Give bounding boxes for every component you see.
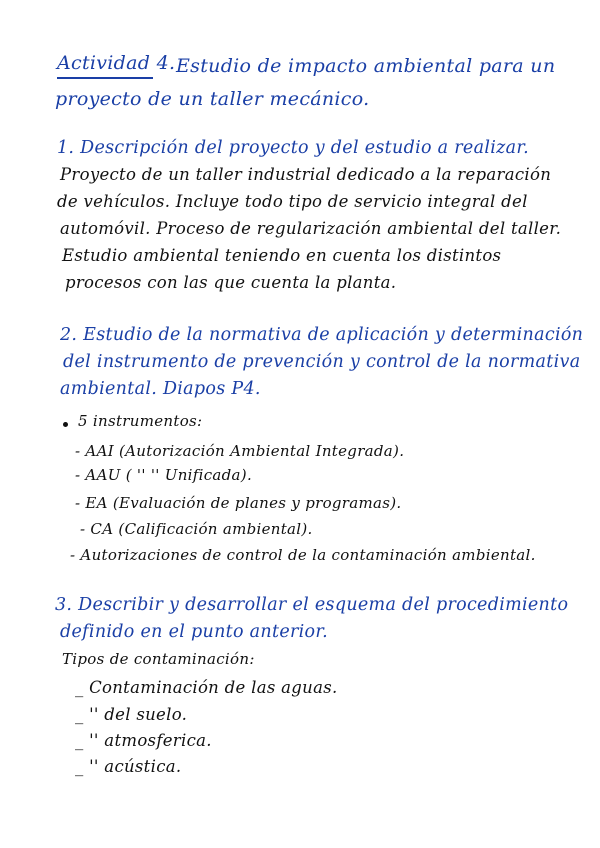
- instrument-item-5: - Autorizaciones de control de la contaminación ambiental.: [70, 546, 536, 564]
- instrument-item-3: - EA (Evaluación de planes y programas).: [75, 494, 402, 512]
- section1-line-3: automóvil. Proceso de regularización ambiental del taller.: [60, 219, 562, 238]
- pollution-item-3: _ '' atmosferica.: [75, 731, 212, 750]
- activity-label: Actividad 4.: [57, 52, 176, 74]
- section1-line-4: Estudio ambiental teniendo en cuenta los distintos: [62, 246, 502, 265]
- bullet-dot-icon: [63, 422, 68, 427]
- section1-heading: 1. Descripción del proyecto y del estudio a realizar.: [57, 138, 529, 158]
- instruments-bullet: 5 instrumentos:: [78, 412, 203, 430]
- section3-heading-line-1: 3. Describir y desarrollar el esquema del procedimiento: [55, 595, 569, 615]
- section3-heading-line-2: definido en el punto anterior.: [60, 622, 328, 642]
- activity-label-underline: [57, 77, 153, 79]
- title-line-1: Estudio de impacto ambiental para un: [176, 55, 556, 77]
- section2-heading-line-3: ambiental. Diapos P4.: [60, 379, 261, 399]
- section1-line-1: Proyecto de un taller industrial dedicado a la reparación: [60, 165, 552, 184]
- instrument-item-1: - AAI (Autorización Ambiental Integrada).: [75, 442, 405, 460]
- section1-line-5: procesos con las que cuenta la planta.: [65, 273, 397, 292]
- title-line-2: proyecto de un taller mecánico.: [55, 88, 370, 110]
- section1-line-2: de vehículos. Incluye todo tipo de servicio integral del: [57, 192, 528, 211]
- instrument-item-2: - AAU ( '' '' Unificada).: [75, 466, 253, 484]
- instrument-item-4: - CA (Calificación ambiental).: [80, 520, 313, 538]
- pollution-item-4: _ '' acústica.: [75, 757, 182, 776]
- pollution-types-subtitle: Tipos de contaminación:: [62, 650, 255, 668]
- pollution-item-2: _ '' del suelo.: [75, 705, 188, 724]
- pollution-item-1: _ Contaminación de las aguas.: [75, 678, 338, 697]
- section2-heading-line-1: 2. Estudio de la normativa de aplicación y determinación: [60, 325, 584, 345]
- section2-heading-line-2: del instrumento de prevención y control de la normativa: [63, 352, 581, 372]
